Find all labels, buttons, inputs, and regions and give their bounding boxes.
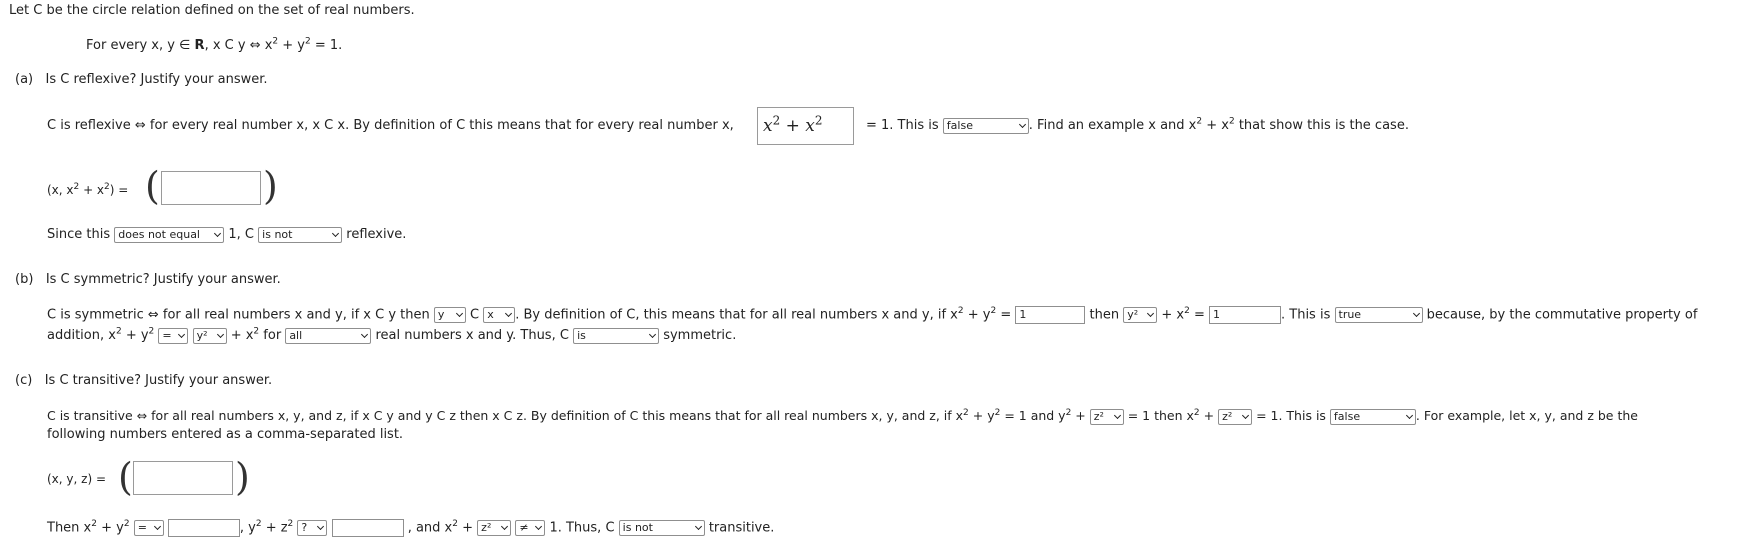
chevron-down-icon [456,310,463,317]
part-c-then-line: Then $x^2 + y^2$ = , $y^2 + z^2$ ? , and $x^2 + z^2$ ≠ 1. Thus, C is not transitive. [47,519,775,536]
chevron-down-icon [154,523,161,530]
transitive-select-3[interactable]: z² [477,520,511,536]
chevron-down-icon [505,310,512,317]
symmetric-select-5[interactable]: y² [193,328,227,344]
chevron-down-icon [535,523,542,530]
close-paren: ) [235,455,250,499]
chevron-down-icon [217,330,224,337]
part-b-line-1: C is symmetric ⇔ for all real numbers x and y, if x C y then y C x . By definition of C, this means that for all real numbers x and y, if $x^2 + y^2 = 1$ then y² + $x^2 = 1$ . This is true because, by the commutative property of [47,306,1698,323]
part-a-statement: C is reflexive ⇔ for every real number x, x C x. By definition of C this means that for every real number x, [47,118,734,133]
symmetric-conclusion-select[interactable]: is [573,328,659,344]
symmetric-truth-select[interactable]: true [1335,307,1423,323]
chevron-down-icon [1019,120,1026,127]
open-paren: ( [118,455,133,499]
transitive-truth-select[interactable]: false [1330,409,1416,425]
value-input-b[interactable] [332,519,404,537]
part-a-conclusion: Since this does not equal 1, C is not reflexive. [47,227,407,242]
chevron-down-icon [1242,411,1249,418]
chevron-down-icon [1412,310,1419,317]
part-c-line-1: C is transitive ⇔ for all real numbers x, y, and z, if x C y and y C z then x C z. By definition of C this means that for all real numbers x, y, and z, if $x^2 + y^2 = 1$ and $y^2 + z^2$ = 1 then $x^2 + z^2$ = 1. This is false . For example, let x, y, and z be the [47,407,1638,423]
part-b-question: (b) Is C symmetric? Justify your answer. [15,272,281,287]
relation-select-c[interactable]: ≠ [515,520,545,536]
transitive-conclusion-select[interactable]: is not [619,520,705,536]
transitive-select-2[interactable]: z² [1218,409,1252,425]
chevron-down-icon [1114,411,1121,418]
symmetric-select-2[interactable]: x [483,307,515,323]
chevron-down-icon [214,229,221,236]
transitive-select-1[interactable]: z² [1090,409,1124,425]
equality-select[interactable]: does not equal [114,227,224,243]
chevron-down-icon [501,523,508,530]
value-input-a[interactable] [168,519,240,537]
chevron-down-icon [695,523,702,530]
relation-select-a[interactable]: = [134,520,164,536]
symmetric-select-3[interactable]: y² [1123,307,1157,323]
chevron-down-icon [361,330,368,337]
relation-definition: For every x, y ∈ R, x C y ⇔ $x^2 + y^2 = 1$. [86,36,343,53]
triple-input[interactable] [133,461,233,495]
open-paren: ( [145,164,160,208]
part-a-question: (a) Is C reflexive? Justify your answer. [15,72,268,87]
symmetric-input-1[interactable]: 1 [1015,306,1085,324]
intro-text: Let C be the circle relation defined on the set of real numbers. [9,3,415,18]
symmetric-input-2[interactable]: 1 [1209,306,1281,324]
pair-input[interactable] [161,171,261,205]
reflexive-conclusion-select[interactable]: is not [258,227,342,243]
part-a-after-box: = 1. This is false . Find an example x and $x^2 + x^2$ that show this is the case. [866,116,1409,133]
triple-label: (x, y, z) = [47,472,106,486]
part-c-line-2: following numbers entered as a comma-separated list. [47,427,404,442]
relation-select-b[interactable]: ? [297,520,327,536]
chevron-down-icon [649,330,656,337]
pair-label: (x, $x^2 + x^2$) = [47,182,129,197]
symmetric-select-1[interactable]: y [434,307,466,323]
reflexive-expression-box: $x^2 + x^2$ [757,107,854,145]
chevron-down-icon [1406,411,1413,418]
close-paren: ) [263,164,278,208]
chevron-down-icon [178,330,185,337]
chevron-down-icon [317,523,324,530]
part-b-line-2: addition, $x^2 + y^2$ = y² + $x^2$ for all real numbers x and y. Thus, C is symmetric. [47,326,737,343]
chevron-down-icon [1147,310,1154,317]
quantifier-select[interactable]: all [285,328,371,344]
chevron-down-icon [332,229,339,236]
symmetric-select-4[interactable]: = [158,328,188,344]
reflexive-truth-select[interactable]: false [943,118,1029,134]
part-c-question: (c) Is C transitive? Justify your answer. [15,373,273,388]
